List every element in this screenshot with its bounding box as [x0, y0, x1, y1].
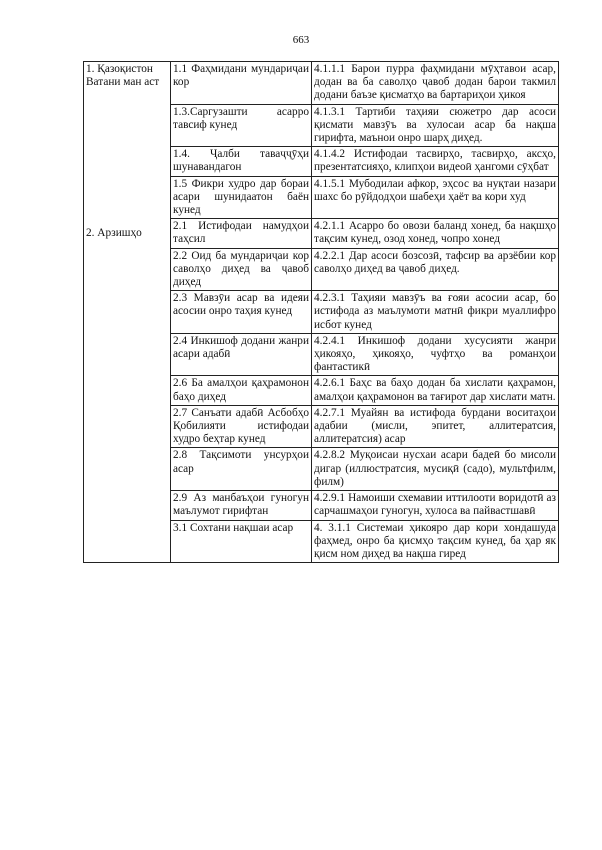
- task-cell: 4.2.8.2 Муқоисаи нусхаи асари бадеӣ бо мисоли дигар (иллюстратсия, мусиқӣ (садо), мультфилм, филм): [312, 448, 559, 491]
- topic-cell: 1.4. Ҷалби таваҷҷӯҳи шунавандагон: [171, 147, 312, 176]
- topic-cell: 2.4 Инкишоф додани жанри асари адабӣ: [171, 333, 312, 376]
- topic-cell: 2.6 Ба амалҳои қаҳрамонон баҳо диҳед: [171, 376, 312, 405]
- topic-cell: 2.9 Аз манбаъҳои гуногун маълумот гирифтан: [171, 491, 312, 520]
- task-cell: 4.2.4.1 Инкишоф додани хусусияти жанри ҳикояҳо, ҳикояҳо, чуфтҳо ва романҳои фантастикӣ: [312, 333, 559, 376]
- topic-cell: 2.3 Мавзӯи асар ва идеяи асосии онро таҳия кунед: [171, 291, 312, 334]
- task-cell: 4.2.7.1 Муайян ва истифода бурдани воситаҳои адабии (мисли, эпитет, аллитератсия, аллитератсия) асар: [312, 405, 559, 448]
- task-cell: 4.2.3.1 Таҳияи мавзӯъ ва ғояи асосии асар, бо истифода аз маълумоти матнӣ фикри муаллифро исбот кунед: [312, 291, 559, 334]
- task-cell: 4.2.6.1 Баҳс ва баҳо додан ба хислати қаҳрамон, амалҳои қаҳрамонон ва тағирот дар хислати матн.: [312, 376, 559, 405]
- task-cell: 4.1.3.1 Тартиби таҳияи сюжетро дар асоси қисмати мавзӯъ ва хулосаи асар ба нақша гирифта, маънои онро шарҳ диҳед.: [312, 104, 559, 147]
- topic-cell: 2.7 Санъати адабӣ Асбобҳо Қобилияти истифодаи худро беҳтар кунед: [171, 405, 312, 448]
- topic-cell: 3.1 Сохтани нақшаи асар: [171, 520, 312, 563]
- topic-cell: 1.5 Фикри худро дар бораи асари шунидаатон баён кунед: [171, 176, 312, 219]
- topic-cell: 1.3.Саргузашти асарро тавсиф кунед: [171, 104, 312, 147]
- task-cell: 4.1.5.1 Мубодилаи афкор, эҳсос ва нуқтаи назари шахс бо рӯйдодҳои шабеҳи ҳаёт ва кори худ: [312, 176, 559, 219]
- page-number: 663: [292, 34, 310, 46]
- topic-cell: 2.1 Истифодаи намудҳои таҳсил: [171, 219, 312, 248]
- task-cell: 4.1.1.1 Барои пурра фаҳмидани мӯҳтавои асар, додан ва ба саволҳо ҷавоб додан барои такмил додани баъзе қисматҳо ва бартариҳои ҳикоя: [312, 62, 559, 105]
- task-cell: 4.2.9.1 Намоиши схемавии иттилооти воридотӣ аз сарчашмаҳои гуногун, хулоса ва пайвастшавӣ: [312, 491, 559, 520]
- task-cell: 4.2.2.1 Дар асоси бозсозӣ, тафсир ва арзёбии кор саволҳо диҳед ва ҷавоб диҳед.: [312, 248, 559, 291]
- curriculum-table: [83, 61, 559, 563]
- task-cell: 4. 3.1.1 Системаи ҳикояро дар кори хондашуда фаҳмед, онро ба қисмҳо тақсим кунед, ба ҳар як қисм ном диҳед ва нақша гиред: [312, 520, 559, 563]
- section-label: 2. Арзишҳо: [86, 227, 142, 240]
- section-column-cell: [84, 62, 171, 563]
- task-cell: 4.1.4.2 Истифодаи тасвирҳо, тасвирҳо, аксҳо, презентатсияҳо, клипҳои видеоӣ ҳангоми сӯҳбат: [312, 147, 559, 176]
- topic-cell: 1.1 Фаҳмидани мундариҷаи кор: [171, 62, 312, 105]
- section-label: 1. Қазоқистон Ватани ман аст: [86, 63, 160, 89]
- topic-cell: 2.2 Оид ба мундариҷаи кор саволҳо диҳед ва ҷавоб диҳед: [171, 248, 312, 291]
- task-cell: 4.2.1.1 Асарро бо овози баланд хонед, ба нақшҳо тақсим кунед, озод хонед, чопро хонед: [312, 219, 559, 248]
- table-row: [84, 62, 559, 105]
- topic-cell: 2.8 Тақсимоти унсурҳои асар: [171, 448, 312, 491]
